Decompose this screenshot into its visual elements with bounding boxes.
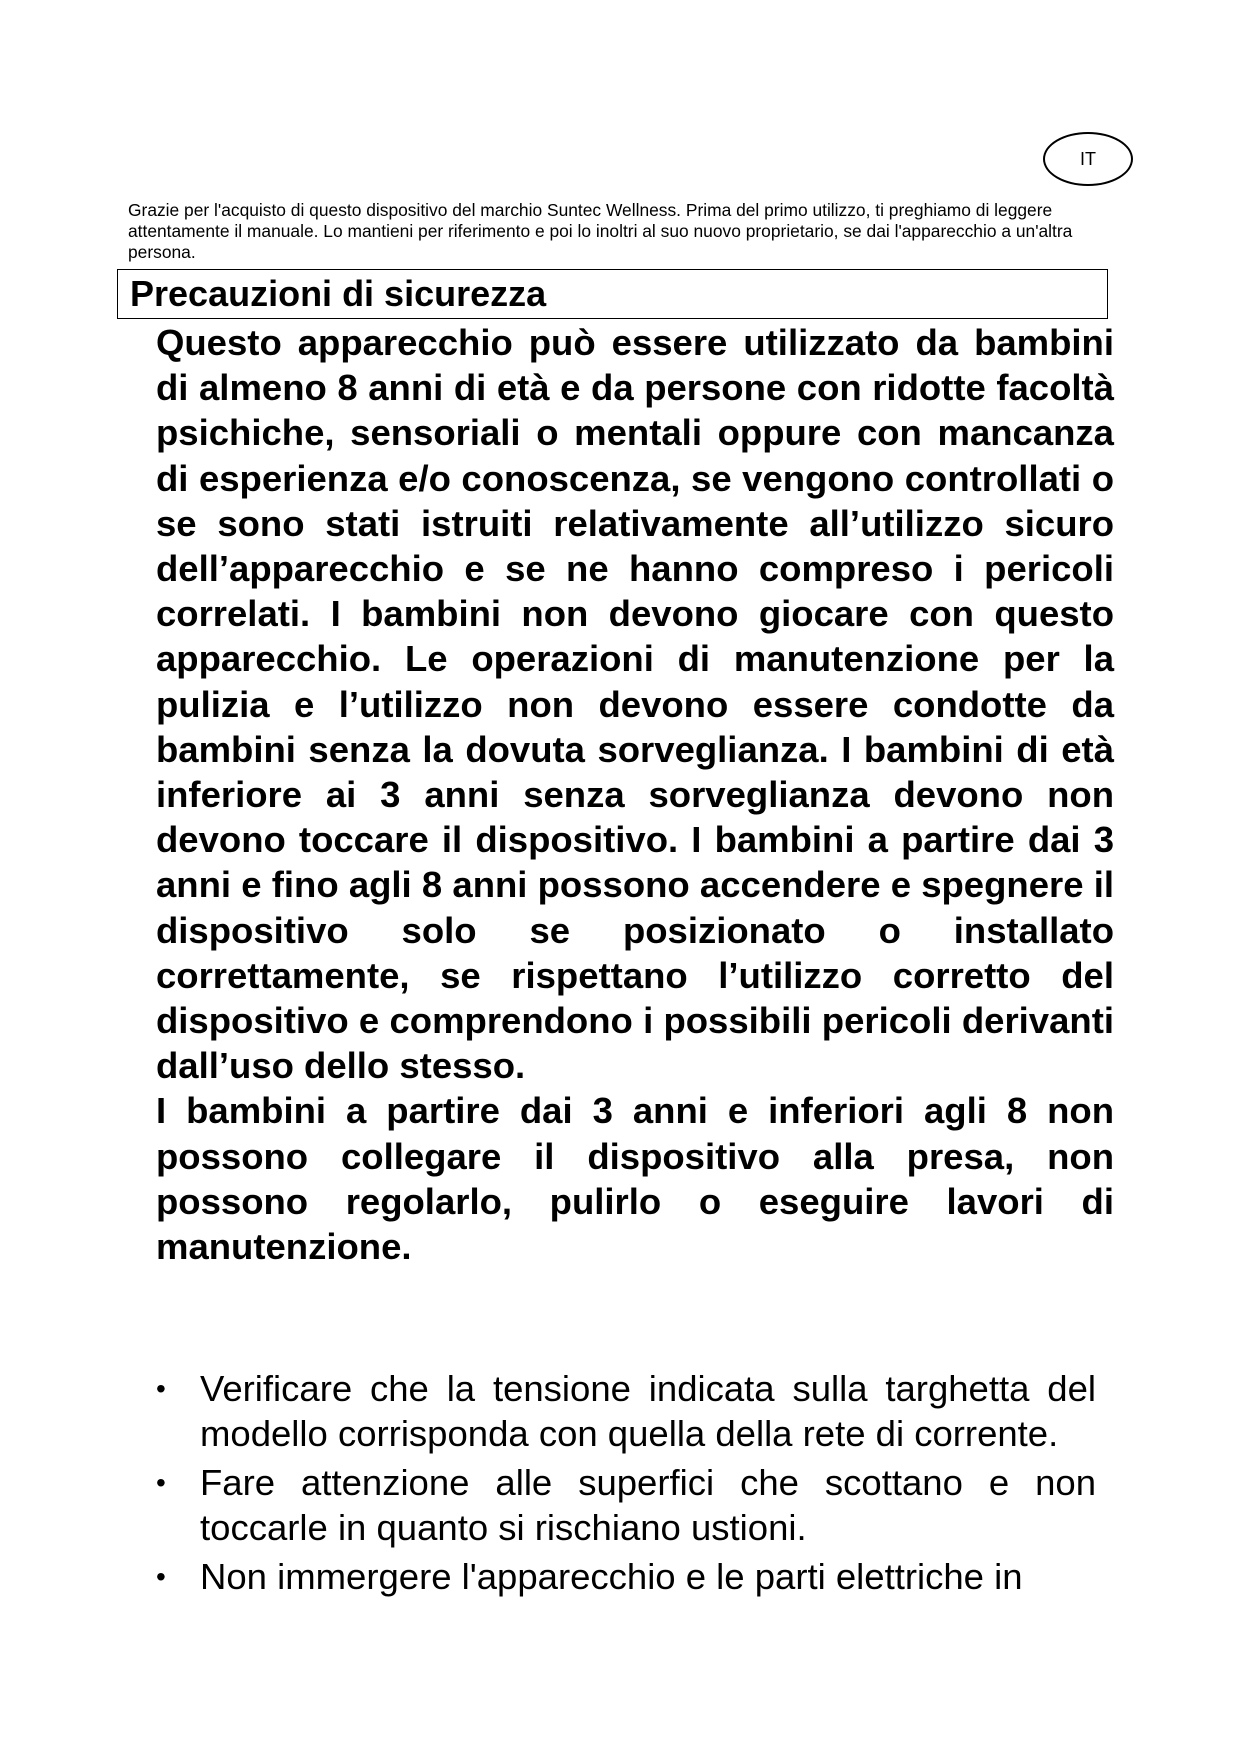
safety-warning	[156, 320, 1114, 1269]
bullet-text: Non immergere l'apparecchio e le parti elettriche in	[200, 1556, 1023, 1597]
bullet-icon: •	[156, 1467, 166, 1498]
intro-text: Grazie per l'acquisto di questo dispositivo del marchio Suntec Wellness. Prima del primo utilizzo, ti preghiamo di leggere attentamente il manuale. Lo mantieni per riferimento e poi lo inoltri al suo nuovo proprietario, se dai l'apparecchio a un'altra persona.	[128, 200, 1073, 262]
bullet-icon: •	[156, 1373, 166, 1404]
list-item	[156, 1366, 1096, 1456]
language-badge: IT	[1043, 132, 1133, 186]
bullet-icon: •	[156, 1561, 166, 1592]
list-item	[156, 1460, 1096, 1550]
warning-paragraph: I bambini a partire dai 3 anni e inferiori agli 8 non possono collegare il dispositivo alla presa, non possono regolarlo, pulirlo o eseguire lavori di manutenzione.	[156, 1090, 1114, 1268]
section-title: Precauzioni di sicurezza	[117, 269, 1108, 319]
bullet-text: Fare attenzione alle superfici che scottano e non toccarle in quanto si rischiano ustioni.	[200, 1462, 1096, 1548]
warning-paragraph: Questo apparecchio può essere utilizzato da bambini di almeno 8 anni di età e da persone con ridotte facoltà psichiche, sensoriali o mentali oppure con mancanza di esperienza e/o conoscenza, se vengono controllati o se sono stati istruiti relativamente all’utilizzo sicuro dell’apparecchio e se ne hanno compreso i pericoli correlati. I bambini non devono giocare con questo apparecchio. Le operazioni di manutenzione per la pulizia e l’utilizzo non devono essere condotte da bambini senza la dovuta sorveglianza. I bambini di età inferiore ai 3 anni senza sorveglianza devono non devono toccare il dispositivo. I bambini a partire dai 3 anni e fino agli 8 anni possono accendere e spegnere il dispositivo solo se posizionato o installato correttamente, se rispettano l’utilizzo corretto del dispositivo e comprendono i possibili pericoli derivanti dall’uso dello stesso.	[156, 322, 1114, 1087]
list-item	[156, 1554, 1096, 1599]
safety-bullet-list	[156, 1366, 1096, 1603]
bullet-text: Verificare che la tensione indicata sulla targhetta del modello corrisponda con quella della rete di corrente.	[200, 1368, 1096, 1454]
